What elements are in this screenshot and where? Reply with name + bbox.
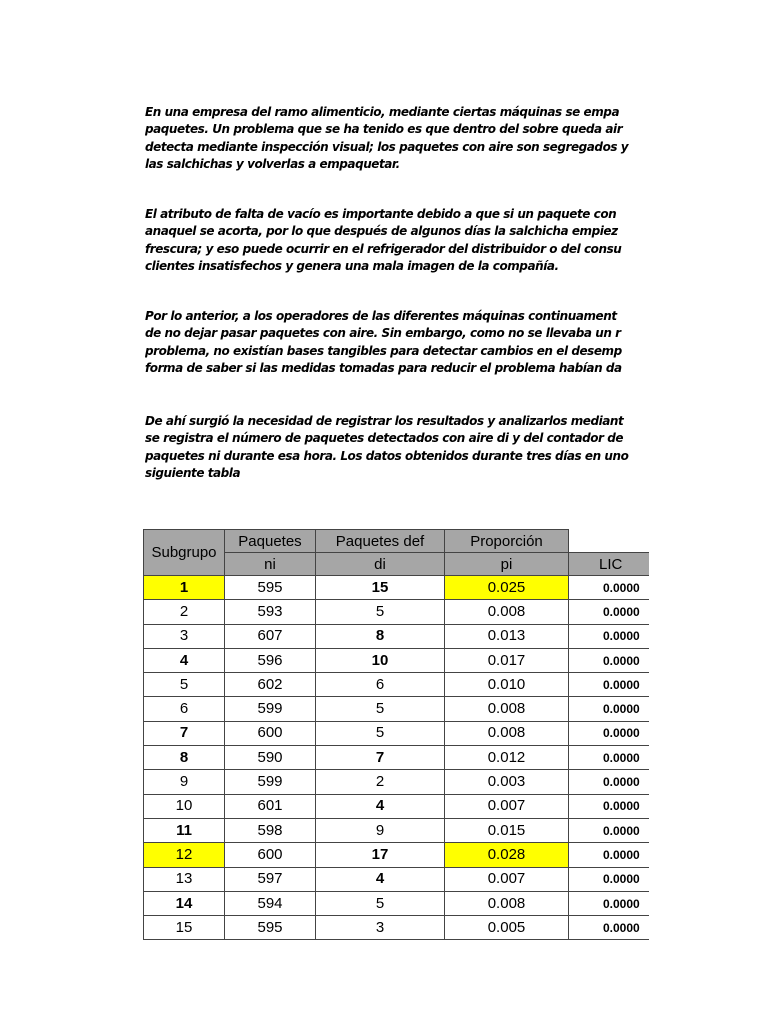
cell-lic: 0.0000 <box>569 867 650 891</box>
cell-di: 2 <box>316 770 445 794</box>
text-line: paquetes ni durante esa hora. Los datos obtenidos durante tres días en uno <box>145 448 629 463</box>
cell-ni: 599 <box>225 770 316 794</box>
text-line: problema, no existían bases tangibles para detectar cambios en el desemp <box>145 343 622 358</box>
text-line: Por lo anterior, a los operadores de las diferentes máquinas continuament <box>145 309 617 323</box>
cell-pi: 0.008 <box>445 600 569 624</box>
cell-di: 4 <box>316 867 445 891</box>
data-table-container <box>143 529 649 949</box>
cell-lic: 0.0000 <box>569 648 650 672</box>
cell-di: 5 <box>316 721 445 745</box>
cell-pi: 0.025 <box>445 576 569 600</box>
text-line: anaquel se acorta, por lo que después de algunos días la salchicha empiez <box>145 224 618 239</box>
cell-pi: 0.012 <box>445 746 569 770</box>
cell-subgrupo: 13 <box>144 867 225 891</box>
table-row <box>144 794 650 818</box>
cell-di: 8 <box>316 624 445 648</box>
cell-di: 15 <box>316 576 445 600</box>
table-row <box>144 843 650 867</box>
cell-di: 5 <box>316 891 445 915</box>
cell-ni: 594 <box>225 891 316 915</box>
text-line: se registra el número de paquetes detectados con aire di y del contador de <box>145 431 624 446</box>
table-body <box>144 576 650 940</box>
text-line: frescura; y eso puede ocurrir en el refrigerador del distribuidor o del consu <box>145 241 622 256</box>
cell-lic: 0.0000 <box>569 843 650 867</box>
cell-ni: 601 <box>225 794 316 818</box>
cell-pi: 0.008 <box>445 697 569 721</box>
cell-ni: 590 <box>225 746 316 770</box>
cell-di: 4 <box>316 794 445 818</box>
cell-subgrupo: 14 <box>144 891 225 915</box>
cell-ni: 595 <box>225 576 316 600</box>
cell-pi: 0.007 <box>445 794 569 818</box>
table-row <box>144 916 650 940</box>
cell-ni: 595 <box>225 916 316 940</box>
cell-di: 17 <box>316 843 445 867</box>
paragraph-data-collection <box>145 413 648 482</box>
table-row <box>144 891 650 915</box>
cell-subgrupo: 2 <box>144 600 225 624</box>
text-line: de no dejar pasar paquetes con aire. Sin embargo, como no se llevaba un r <box>145 326 621 341</box>
cell-pi: 0.005 <box>445 916 569 940</box>
header-pi-line2: pi <box>445 553 569 576</box>
cell-ni: 599 <box>225 697 316 721</box>
paragraph-attribute <box>145 206 648 275</box>
cell-lic: 0.0000 <box>569 673 650 697</box>
cell-subgrupo: 7 <box>144 721 225 745</box>
cell-di: 9 <box>316 818 445 842</box>
table-row <box>144 648 650 672</box>
cell-lic: 0.0000 <box>569 770 650 794</box>
cell-pi: 0.010 <box>445 673 569 697</box>
text-line: paquetes. Un problema que se ha tenido es que dentro del sobre queda air <box>145 122 623 137</box>
table-row <box>144 770 650 794</box>
cell-ni: 600 <box>225 721 316 745</box>
header-lic: LIC <box>569 553 650 576</box>
cell-subgrupo: 5 <box>144 673 225 697</box>
cell-di: 5 <box>316 600 445 624</box>
cell-lic: 0.0000 <box>569 818 650 842</box>
cell-pi: 0.007 <box>445 867 569 891</box>
header-pi-line1: Proporción <box>445 530 569 553</box>
cell-pi: 0.008 <box>445 721 569 745</box>
cell-lic: 0.0000 <box>569 746 650 770</box>
cell-subgrupo: 1 <box>144 576 225 600</box>
cell-ni: 597 <box>225 867 316 891</box>
header-di-line2: di <box>316 553 445 576</box>
cell-lic: 0.0000 <box>569 624 650 648</box>
text-line: forma de saber si las medidas tomadas para reducir el problema habían da <box>145 360 622 375</box>
cell-subgrupo: 10 <box>144 794 225 818</box>
cell-lic: 0.0000 <box>569 916 650 940</box>
cell-subgrupo: 8 <box>144 746 225 770</box>
cell-pi: 0.028 <box>445 843 569 867</box>
text-line: En una empresa del ramo alimenticio, mediante ciertas máquinas se empa <box>145 105 620 119</box>
header-di-line1: Paquetes def <box>316 530 445 553</box>
cell-pi: 0.003 <box>445 770 569 794</box>
cell-ni: 602 <box>225 673 316 697</box>
cell-lic: 0.0000 <box>569 891 650 915</box>
text-line: De ahí surgió la necesidad de registrar los resultados y analizarlos mediant <box>145 414 624 428</box>
header-subgrupo: Subgrupo <box>144 530 225 576</box>
cell-ni: 593 <box>225 600 316 624</box>
cell-subgrupo: 11 <box>144 818 225 842</box>
table-row <box>144 600 650 624</box>
paragraph-operators <box>145 308 648 377</box>
cell-subgrupo: 15 <box>144 916 225 940</box>
text-line: siguiente tabla <box>145 465 241 480</box>
cell-lic: 0.0000 <box>569 721 650 745</box>
header-ni-line2: ni <box>225 553 316 576</box>
table-row <box>144 576 650 600</box>
data-table <box>143 529 649 940</box>
cell-di: 10 <box>316 648 445 672</box>
table-row <box>144 721 650 745</box>
text-line: clientes insatisfechos y genera una mala imagen de la compañía. <box>145 258 559 273</box>
table-row <box>144 673 650 697</box>
cell-di: 5 <box>316 697 445 721</box>
cell-subgrupo: 9 <box>144 770 225 794</box>
table-row <box>144 624 650 648</box>
cell-pi: 0.017 <box>445 648 569 672</box>
cell-ni: 596 <box>225 648 316 672</box>
header-spacer <box>569 530 650 553</box>
cell-lic: 0.0000 <box>569 697 650 721</box>
header-ni-line1: Paquetes <box>225 530 316 553</box>
cell-ni: 600 <box>225 843 316 867</box>
cell-subgrupo: 4 <box>144 648 225 672</box>
cell-subgrupo: 12 <box>144 843 225 867</box>
cell-subgrupo: 3 <box>144 624 225 648</box>
cell-lic: 0.0000 <box>569 600 650 624</box>
cell-lic: 0.0000 <box>569 794 650 818</box>
table-row <box>144 746 650 770</box>
text-line: El atributo de falta de vacío es importante debido a que si un paquete con <box>145 207 617 221</box>
cell-pi: 0.015 <box>445 818 569 842</box>
cell-ni: 598 <box>225 818 316 842</box>
paragraph-intro <box>145 104 648 173</box>
cell-lic: 0.0000 <box>569 576 650 600</box>
cell-ni: 607 <box>225 624 316 648</box>
cell-di: 6 <box>316 673 445 697</box>
table-row <box>144 818 650 842</box>
cell-di: 3 <box>316 916 445 940</box>
cell-pi: 0.013 <box>445 624 569 648</box>
table-header-row-1 <box>144 530 650 553</box>
text-line: las salchichas y volverlas a empaquetar. <box>145 156 400 171</box>
cell-di: 7 <box>316 746 445 770</box>
table-row <box>144 867 650 891</box>
table-row <box>144 697 650 721</box>
cell-pi: 0.008 <box>445 891 569 915</box>
text-line: detecta mediante inspección visual; los paquetes con aire son segregados y <box>145 139 629 154</box>
cell-subgrupo: 6 <box>144 697 225 721</box>
